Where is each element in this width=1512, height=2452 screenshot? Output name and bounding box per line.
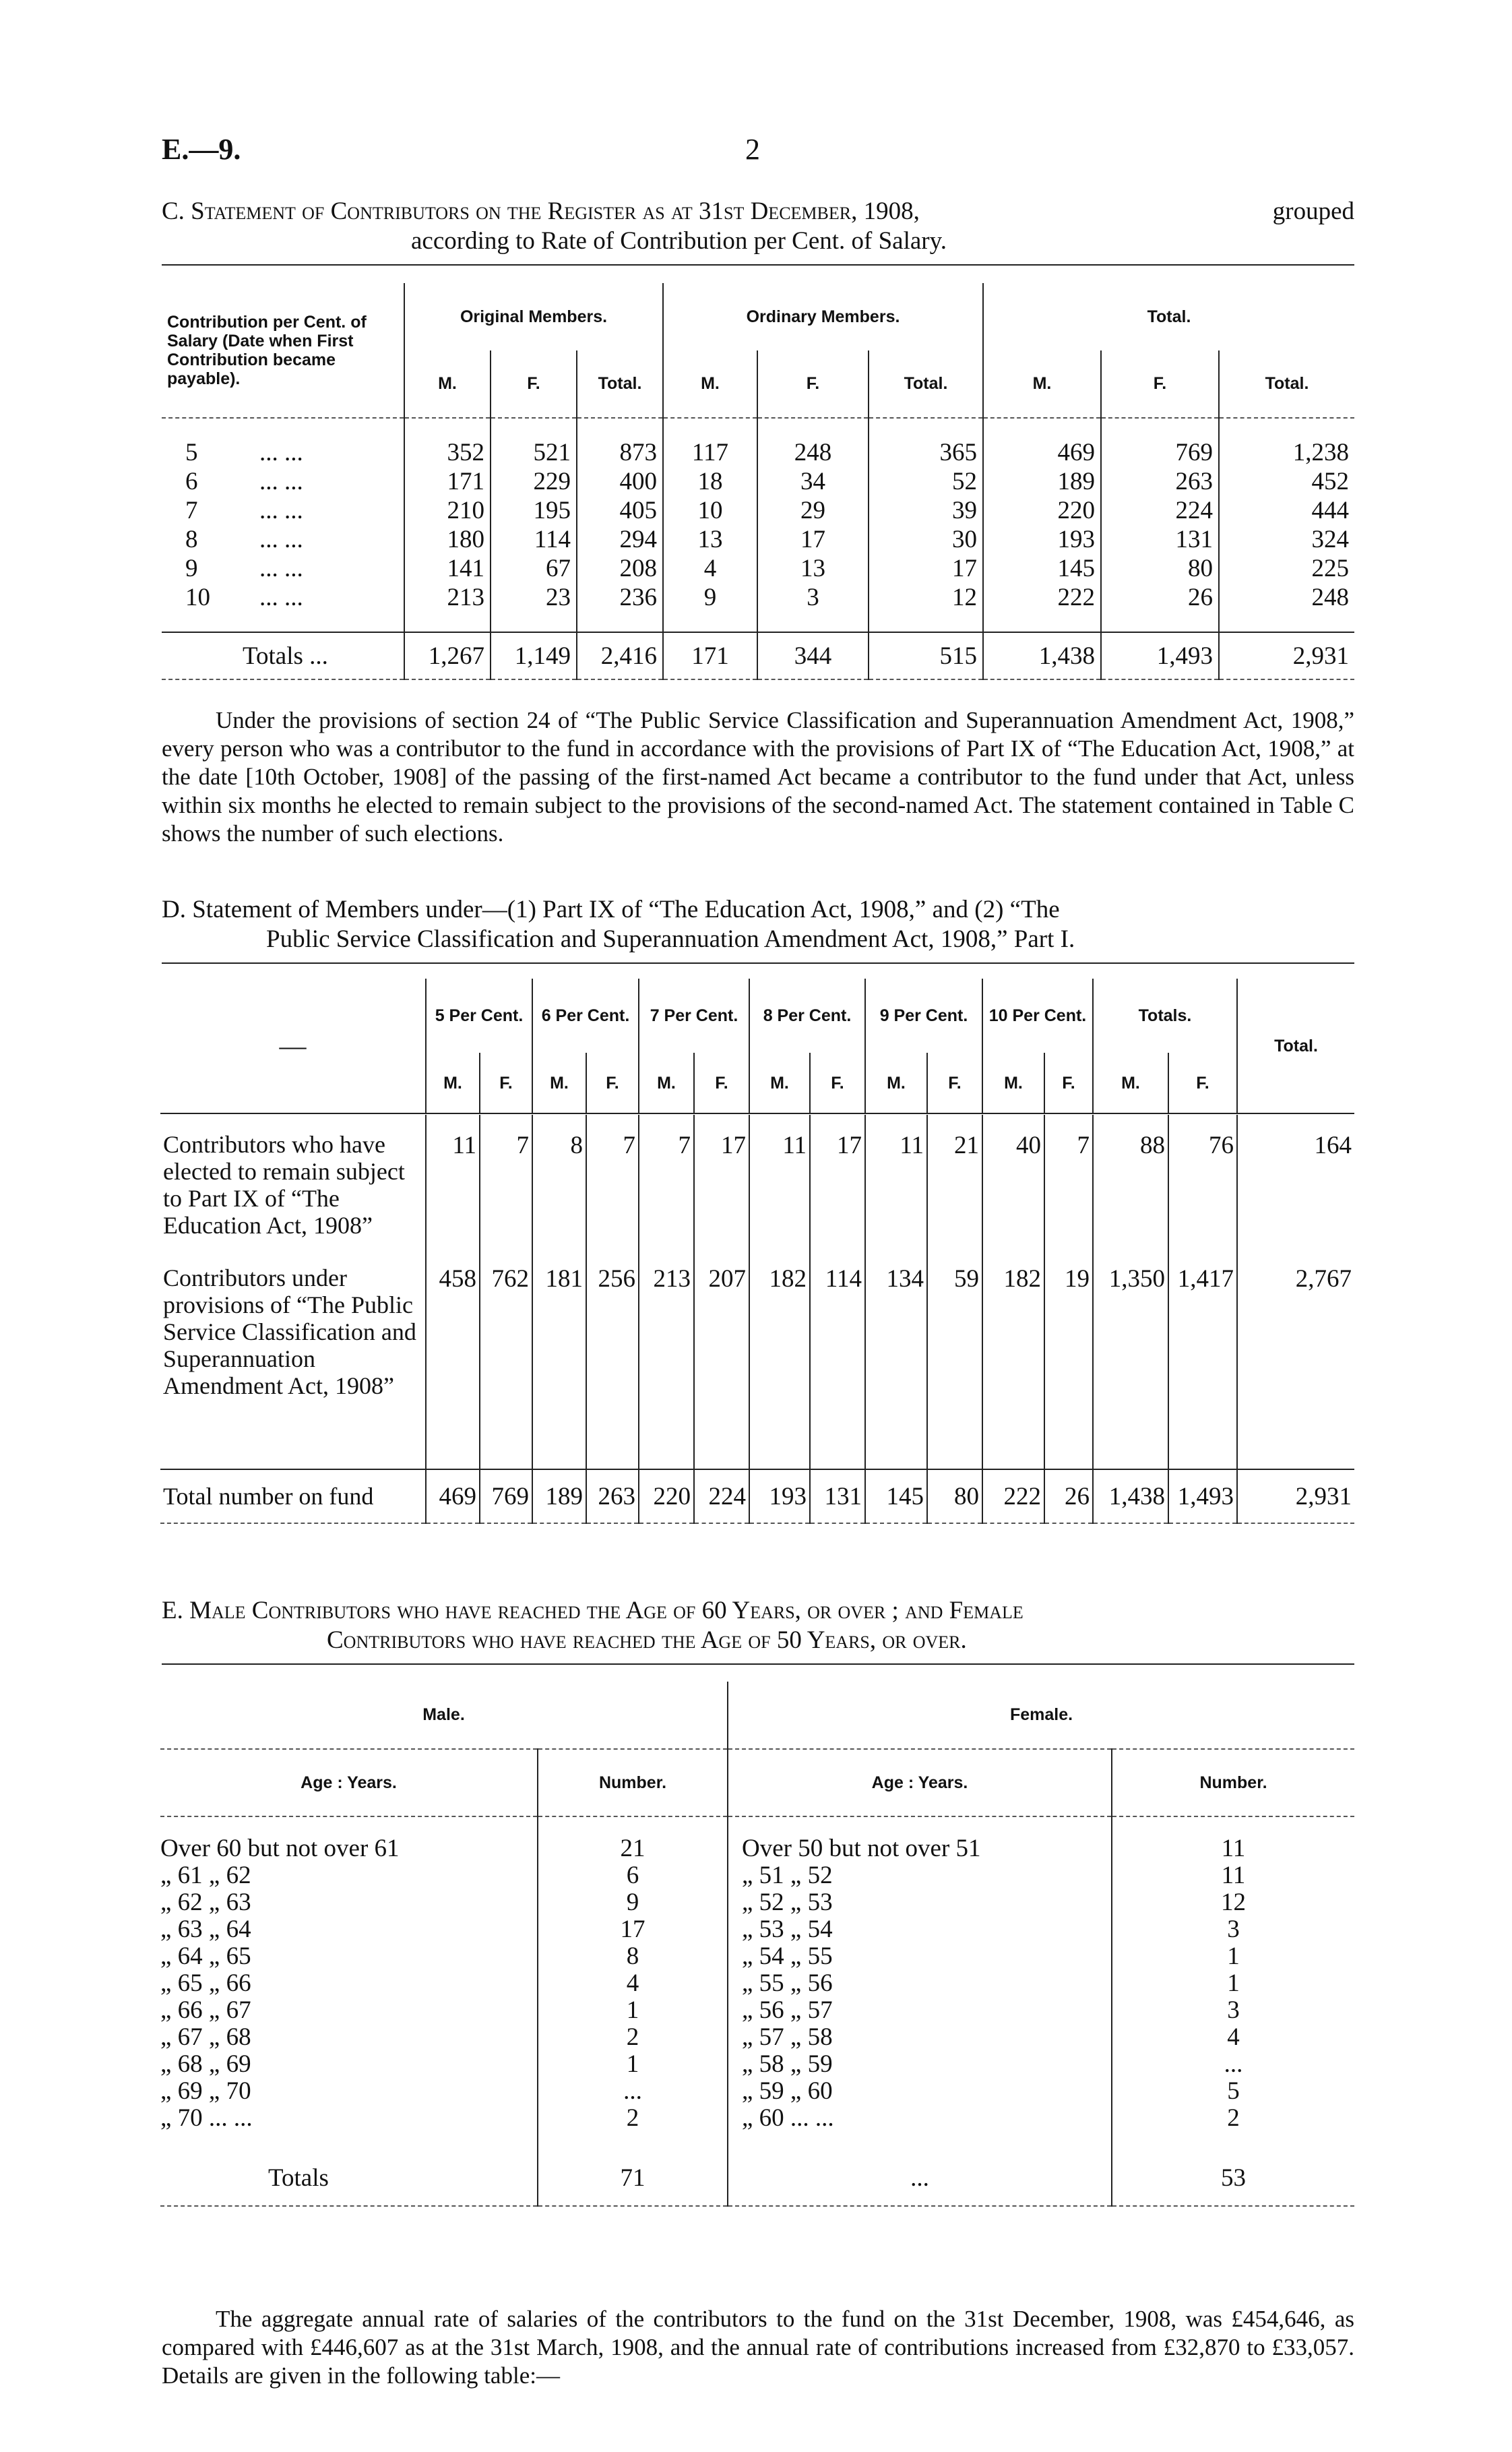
table-e-male-number: 1 [538,1997,728,2024]
paragraph-elections [162,706,1354,848]
section-c-title-lead: C. Statement of Contributors on the Register as at 31st December, 1908, [162,197,920,225]
table-row-cell: 400 [577,467,663,496]
section-d-title-line2: Public Service Classification and Superannuation Amendment Act, 1908,” Part I. [266,925,1075,953]
table-row [160,2105,1354,2132]
table-row-cell: 195 [491,496,577,525]
table-row-cell: 11 [426,1115,480,1260]
table-e-totals-row [160,2151,1354,2206]
section-c-title [162,197,1354,256]
table-c-totals-row [162,632,1354,679]
table-row-cell: 220 [983,496,1101,525]
table-row-cell: 19 [1044,1260,1093,1469]
table-row-cell: 34 [757,467,869,496]
table-e-female-age: „ 59 „ 60 [728,2078,1112,2105]
table-row-cell: 2,931 [1219,632,1354,679]
table-row-cell: 9 [663,583,757,612]
table-row-cell: 88 [1093,1115,1168,1260]
table-row-cell: 248 [1219,583,1354,612]
paragraph-salaries-text: The aggregate annual rate of salaries of the contributors to the fund on the 31st December, 1908, was £454,646, as compared with £446,607 as at the 31st March, 1908, and the annual rate of contributions increased from £32,870 to £33,057. Details are given in the following table:— [162,2306,1354,2389]
section-c-title-rest: grouped [1272,197,1354,225]
table-row-cell: 1,267 [404,632,491,679]
table-e-male-number: 2 [538,2024,728,2051]
table-row-cell: 444 [1219,496,1354,525]
paragraph-salaries [162,2305,1354,2390]
table-d-group-header: 7 Per Cent. [639,979,749,1053]
table-d-col-header: M. [1093,1053,1168,1113]
table-row-cell: 13 [757,554,869,583]
table-row-cell: 224 [1101,496,1219,525]
table-d-group-header: 5 Per Cent. [426,979,532,1053]
table-row-cell: 213 [404,583,491,612]
table-e-female-age: „ 60 ... ... [728,2105,1112,2132]
table-row-cell: 80 [927,1469,982,1523]
table-d-col-header: M. [426,1053,480,1113]
rule-d-top [162,962,1354,964]
table-d-group-header: 6 Per Cent. [532,979,639,1053]
table-row [160,1835,1354,1862]
table-row [162,438,1354,467]
table-e-group-male: Male. [422,1705,465,1724]
table-row-cell: 76 [1168,1115,1237,1260]
table-e-male-age: „ 70 ... ... [160,2104,253,2132]
table-row-cell: 469 [983,438,1101,467]
table-d-row-total: 164 [1237,1115,1354,1260]
table-e-male-number: 1 [538,2051,728,2078]
table-row-cell: 458 [426,1260,480,1469]
table-row [160,1115,1354,1260]
table-d-col-header: F. [586,1053,639,1113]
table-row-cell: 21 [927,1115,982,1260]
table-d-col-header: M. [639,1053,694,1113]
rule-e-top [162,1663,1354,1665]
rate-value: 9 [185,555,198,582]
table-e-female-age: „ 56 „ 57 [728,1997,1112,2024]
table-d-totals-row [160,1469,1354,1523]
table-e-female-number: 3 [1112,1997,1354,2024]
table-row-cell: 1,238 [1219,438,1354,467]
table-row-cell: 23 [491,583,577,612]
table-row-cell: 515 [869,632,983,679]
table-c-col-header: M. [404,350,491,418]
table-d-col-header: F. [1168,1053,1237,1113]
table-d-group-header: 10 Per Cent. [982,979,1093,1053]
table-row [160,2078,1354,2105]
table-row-cell: 18 [663,467,757,496]
table-row-cell: 182 [749,1260,810,1469]
table-row-cell: 263 [586,1469,639,1523]
table-c-col-header: F. [1101,350,1219,418]
table-row-cell: 263 [1101,467,1219,496]
table-row-cell: 30 [869,525,983,554]
table-row [160,2024,1354,2051]
table-row-cell: 114 [491,525,577,554]
section-c-title-line2: according to Rate of Contribution per Cent. of Salary. [411,227,947,255]
table-e-female-age: „ 53 „ 54 [728,1916,1112,1943]
table-c-totals-label: Totals ... [243,642,328,670]
table-row-cell: 4 [663,554,757,583]
table-row-cell: 67 [491,554,577,583]
table-e-female-number: 12 [1112,1889,1354,1916]
table-row-cell: 17 [810,1115,865,1260]
table-e-male-total: 71 [538,2151,728,2206]
table-e-male-age: „ 61 „ 62 [160,1862,251,1889]
table-row-cell: 8 [532,1115,586,1260]
table-c-col-header: M. [983,350,1101,418]
table-row-cell: 222 [983,583,1101,612]
table-row-cell: 11 [749,1115,810,1260]
table-e-male-number: 17 [538,1916,728,1943]
table-e-col-header: Number. [538,1749,728,1816]
table-row-cell: 1,438 [1093,1469,1168,1523]
table-c-col-header: F. [757,350,869,418]
table-row [160,1862,1354,1889]
table-e-male-number: 8 [538,1943,728,1970]
table-row-cell: 193 [983,525,1101,554]
table-row-cell: 17 [694,1115,749,1260]
table-row-cell: 469 [426,1469,480,1523]
table-row-cell: 12 [869,583,983,612]
table-d-totals-label: Total number on fund [163,1483,374,1510]
table-row-cell: 7 [639,1115,694,1260]
table-c-col-header: Total. [869,350,983,418]
table-row-cell: 256 [586,1260,639,1469]
table-row-cell: 452 [1219,467,1354,496]
table-d [160,979,1354,1524]
table-d-group-header: 8 Per Cent. [749,979,865,1053]
leader-dots: ... ... [259,468,303,495]
table-row-cell: 769 [1101,438,1219,467]
leader-dots: ... ... [259,497,303,524]
section-d-title-line1: D. Statement of Members under—(1) Part IX of “The Education Act, 1908,” and (2) “The [162,896,1060,923]
table-row-cell: 181 [532,1260,586,1469]
table-e-female-age: Over 50 but not over 51 [728,1835,1112,1862]
table-c-group-ordinary: Ordinary Members. [663,283,983,350]
table-c-rate-cell [162,467,404,496]
table-d-col-header: F. [694,1053,749,1113]
table-e-male-age: „ 64 „ 65 [160,1942,251,1970]
table-row [160,1943,1354,1970]
table-row-cell: 17 [757,525,869,554]
table-e-male-number: 9 [538,1889,728,1916]
table-d-stub-header: — [279,1031,307,1061]
table-row-cell: 1,493 [1101,632,1219,679]
table-row-cell: 225 [1219,554,1354,583]
table-d-group-header: Totals. [1093,979,1237,1053]
table-e-male-number: 2 [538,2105,728,2132]
table-c-rate-cell [162,496,404,525]
table-e-female-age: „ 51 „ 52 [728,1862,1112,1889]
table-row-cell: 1,417 [1168,1260,1237,1469]
table-row-cell: 189 [983,467,1101,496]
table-row-cell: 1,438 [983,632,1101,679]
table-row-cell: 11 [865,1115,927,1260]
page-reference: E.—9. [162,133,241,166]
table-row-cell: 224 [694,1469,749,1523]
table-row-cell: 171 [404,467,491,496]
table-row-cell: 26 [1044,1469,1093,1523]
table-d-row-label: Contributors under provisions of “The Public Service Classification and Superannuation Amendment Act, 1908” [163,1264,416,1399]
table-e-male-age: „ 66 „ 67 [160,1996,251,2024]
table-row-cell: 344 [757,632,869,679]
rate-value: 7 [185,497,198,524]
leader-dots: ... ... [259,555,303,582]
table-c-rate-cell [162,525,404,554]
table-row-cell: 405 [577,496,663,525]
table-d-col-header: F. [1044,1053,1093,1113]
table-row-cell: 10 [663,496,757,525]
table-row-cell: 365 [869,438,983,467]
table-row-cell: 182 [982,1260,1044,1469]
table-row-cell: 236 [577,583,663,612]
leader-dots: ... ... [259,439,303,466]
table-row-cell: 762 [480,1260,532,1469]
table-d-col-header: F. [480,1053,532,1113]
table-e-col-header: Number. [1112,1749,1354,1816]
table-e-male-number: ... [538,2078,728,2105]
table-e-female-number: 3 [1112,1916,1354,1943]
page-number: 2 [745,133,760,166]
table-row [160,1916,1354,1943]
table-d-col-header: M. [982,1053,1044,1113]
table-e-female-age: „ 52 „ 53 [728,1889,1112,1916]
table-row-cell: 17 [869,554,983,583]
table-row-cell: 193 [749,1469,810,1523]
table-row-cell: 220 [639,1469,694,1523]
table-c-group-total: Total. [983,283,1354,350]
table-e-col-header: Age : Years. [728,1749,1112,1816]
section-d-title [162,895,1354,954]
table-e-col-header: Age : Years. [301,1773,397,1792]
table-e-female-number: 1 [1112,1943,1354,1970]
rate-value: 8 [185,526,198,553]
table-row-cell: 40 [982,1115,1044,1260]
table-row-cell: 189 [532,1469,586,1523]
table-row-cell: 521 [491,438,577,467]
table-row-cell: 7 [480,1115,532,1260]
table-row-cell: 131 [1101,525,1219,554]
table-c-group-original: Original Members. [404,283,663,350]
table-e [160,1682,1354,2207]
table-d-col-header: M. [865,1053,927,1113]
table-e-female-totals-label: ... [728,2151,1112,2206]
table-row-cell: 59 [927,1260,982,1469]
table-row-cell: 145 [983,554,1101,583]
table-row-cell: 13 [663,525,757,554]
table-row-cell: 29 [757,496,869,525]
table-row [162,583,1354,612]
rate-value: 5 [185,439,198,466]
table-e-female-number: 2 [1112,2105,1354,2132]
table-e-female-age: „ 57 „ 58 [728,2024,1112,2051]
table-row [160,1997,1354,2024]
table-row-cell: 248 [757,438,869,467]
table-row [160,1889,1354,1916]
table-row-cell: 2,416 [577,632,663,679]
table-row-cell: 26 [1101,583,1219,612]
table-row-cell: 141 [404,554,491,583]
leader-dots: ... ... [259,584,303,611]
table-e-male-age: „ 62 „ 63 [160,1889,251,1916]
section-e-title [162,1596,1354,1655]
table-e-male-age: „ 65 „ 66 [160,1969,251,1997]
table-e-female-number: 5 [1112,2078,1354,2105]
table-row-cell: 222 [982,1469,1044,1523]
table-row-cell: 117 [663,438,757,467]
table-row-cell: 134 [865,1260,927,1469]
table-e-male-number: 4 [538,1970,728,1997]
table-e-male-age: „ 67 „ 68 [160,2023,251,2051]
table-e-female-age: „ 58 „ 59 [728,2051,1112,2078]
table-row-cell: 352 [404,438,491,467]
table-e-female-number: 11 [1112,1835,1354,1862]
table-row-cell: 213 [639,1260,694,1469]
table-e-female-total: 53 [1112,2151,1354,2206]
table-d-row-label: Contributors who have elected to remain subject to Part IX of “The Education Act, 1908” [163,1131,405,1239]
table-c-col-header: Total. [577,350,663,418]
table-d-row-total: 2,767 [1237,1260,1354,1469]
table-d-col-header: M. [532,1053,586,1113]
table-row-cell: 80 [1101,554,1219,583]
table-row-cell: 145 [865,1469,927,1523]
rule-c-top [162,264,1354,266]
table-c-stub-header: Contribution per Cent. of Salary (Date when First Contribution became payable). [167,312,367,388]
table-row [160,2051,1354,2078]
table-e-male-number: 6 [538,1862,728,1889]
table-d-col-header: M. [749,1053,810,1113]
table-c-rate-cell [162,554,404,583]
table-e-male-age: „ 63 „ 64 [160,1915,251,1943]
table-e-female-number: 11 [1112,1862,1354,1889]
table-row-cell: 1,493 [1168,1469,1237,1523]
table-e-female-age: „ 54 „ 55 [728,1943,1112,1970]
table-c-col-header: M. [663,350,757,418]
table-d-total-header: Total. [1237,979,1354,1113]
table-row-cell: 131 [810,1469,865,1523]
table-row-cell: 769 [480,1469,532,1523]
table-e-group-female: Female. [728,1682,1354,1749]
table-row-cell: 1,350 [1093,1260,1168,1469]
table-c-rate-cell [162,438,404,467]
table-row-cell: 39 [869,496,983,525]
table-e-male-totals-label: Totals [268,2164,329,2192]
table-row-cell: 324 [1219,525,1354,554]
table-d-grand-total: 2,931 [1237,1469,1354,1523]
table-row-cell: 171 [663,632,757,679]
table-row [160,1970,1354,1997]
rate-value: 6 [185,468,198,495]
table-e-male-age: „ 68 „ 69 [160,2050,251,2078]
table-e-male-age: „ 69 „ 70 [160,2077,251,2105]
paragraph-elections-text: Under the provisions of section 24 of “The Public Service Classification and Superannuation Amendment Act, 1908,” every person who was a contributor to the fund in accordance with the provisions of Part IX of “The Education Act, 1908,” at the date [10th October, 1908] of the passing of the first-named Act became a contributor to the fund under that Act, unless within six months he elected to remain subject to the provisions of the second-named Act. The statement contained in Table C shows the number of such elections. [162,707,1354,847]
table-row-cell: 52 [869,467,983,496]
table-row [162,554,1354,583]
leader-dots: ... ... [259,526,303,553]
rate-value: 10 [185,584,210,611]
table-e-male-age: Over 60 but not over 61 [160,1835,400,1862]
table-row-cell: 873 [577,438,663,467]
table-d-col-header: F. [927,1053,982,1113]
table-c-col-header: Total. [1219,350,1354,418]
table-row-cell: 229 [491,467,577,496]
table-row [162,467,1354,496]
table-e-female-age: „ 55 „ 56 [728,1970,1112,1997]
section-e-title-line2: Contributors who have reached the Age of 50 Years, or over. [327,1626,967,1654]
table-e-female-number: ... [1112,2051,1354,2078]
table-e-male-number: 21 [538,1835,728,1862]
table-row-cell: 7 [1044,1115,1093,1260]
table-row-cell: 208 [577,554,663,583]
section-e-title-line1: E. Male Contributors who have reached the Age of 60 Years, or over ; and Female [162,1597,1023,1624]
table-row-cell: 114 [810,1260,865,1469]
table-c-rate-cell [162,583,404,612]
table-row-cell: 3 [757,583,869,612]
table-row-cell: 210 [404,496,491,525]
table-row-cell: 294 [577,525,663,554]
table-e-female-number: 1 [1112,1970,1354,1997]
table-row [160,1260,1354,1469]
table-row-cell: 180 [404,525,491,554]
table-c-col-header: F. [491,350,577,418]
table-row-cell: 207 [694,1260,749,1469]
table-c [162,283,1354,680]
table-e-female-number: 4 [1112,2024,1354,2051]
table-row [162,496,1354,525]
table-d-group-header: 9 Per Cent. [865,979,982,1053]
table-d-col-header: F. [810,1053,865,1113]
table-row-cell: 7 [586,1115,639,1260]
table-row-cell: 1,149 [491,632,577,679]
table-row [162,525,1354,554]
